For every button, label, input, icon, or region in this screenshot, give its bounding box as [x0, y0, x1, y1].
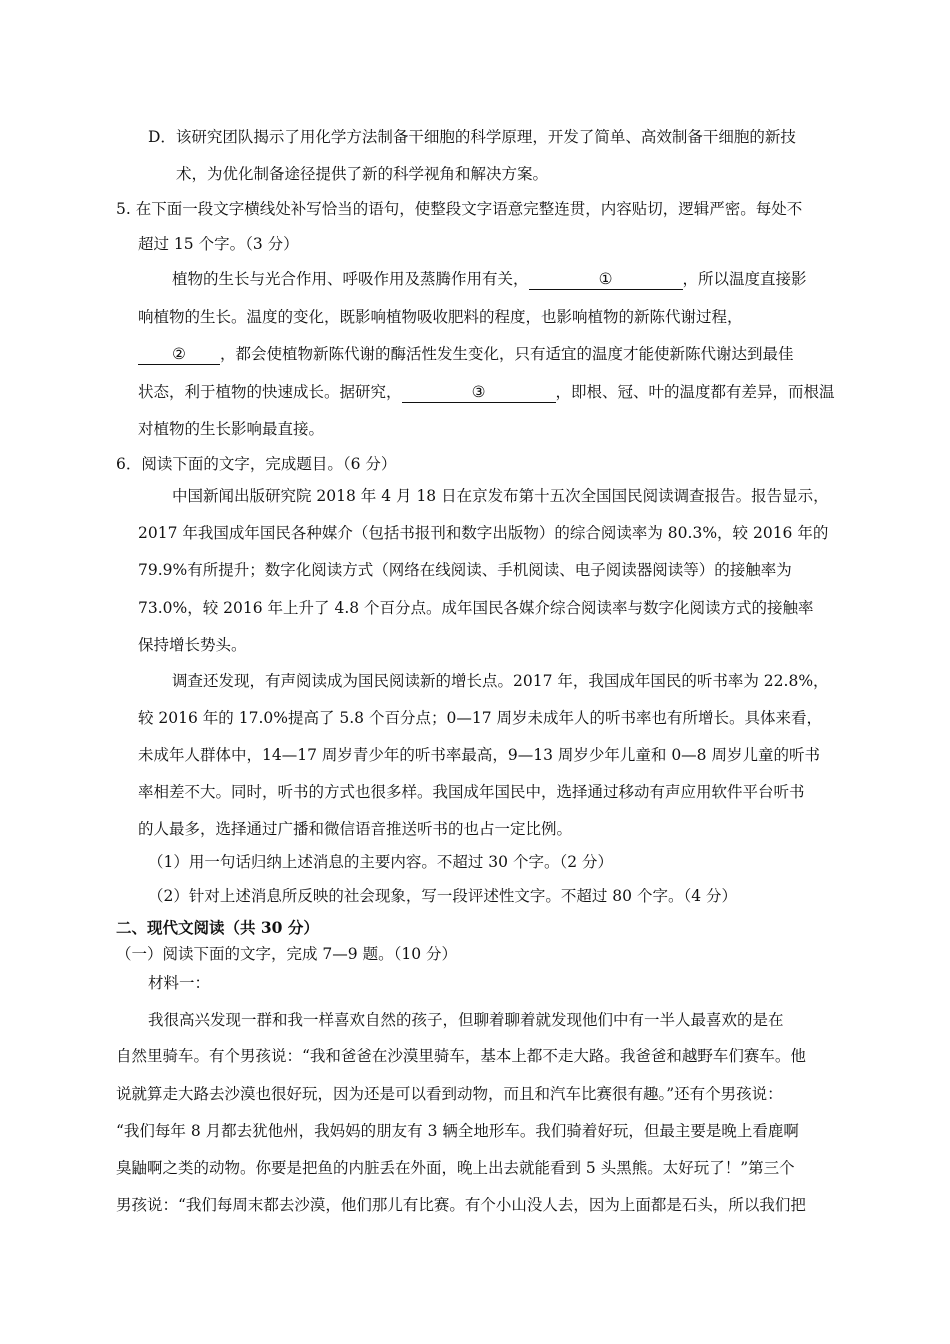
q5-passage-line-2: 响植物的生长。温度的变化，既影响植物吸收肥料的程度，也影响植物的新陈代谢过程，	[138, 308, 743, 326]
q6-para2-line: 的人最多，选择通过广播和微信语音推送听书的也占一定比例。	[138, 820, 573, 838]
q5-blank-1[interactable]: ①	[529, 269, 683, 290]
section-heading: 二、现代文阅读（共 30 分）	[116, 918, 319, 937]
q6-para2-line: 较 2016 年的 17.0%提高了 5.8 个百分点；0—17 周岁未成年人的听书率也有所增长。具体来看，	[138, 709, 822, 727]
q5-blank-2[interactable]: ②	[138, 344, 220, 365]
q5-blank-3[interactable]: ③	[402, 382, 556, 403]
material-label: 材料一：	[148, 974, 211, 992]
q5-passage-line-5: 对植物的生长影响最直接。	[138, 420, 325, 438]
section-sub-heading: （一）阅读下面的文字，完成 7—9 题。（10 分）	[116, 945, 457, 963]
material-line: “我们每年 8 月都去犹他州，我妈妈的朋友有 3 辆全地形车。我们骑着好玩，但最主要是晚上看鹿啊	[116, 1122, 799, 1140]
q6-para1-line: 2017 年我国成年国民各种媒介（包括书报刊和数字出版物）的综合阅读率为 80.3%，较 2016 年的	[138, 524, 829, 542]
option-d-line-1: D．该研究团队揭示了用化学方法制备干细胞的科学原理，开发了简单、高效制备干细胞的新技	[148, 128, 796, 146]
q6-sub-question-2: （2）针对上述消息所反映的社会现象，写一段评述性文字。不超过 80 个字。（4 分）	[148, 887, 737, 905]
material-line: 臭鼬啊之类的动物。你要是把鱼的内脏丢在外面，晚上出去就能看到 5 头黑熊。太好玩了！”第三个	[116, 1159, 795, 1177]
q6-para2-line: 调查还发现，有声阅读成为国民阅读新的增长点。2017 年，我国成年国民的听书率为 22.8%，	[172, 672, 829, 690]
material-line: 自然里骑车。有个男孩说：“我和爸爸在沙漠里骑车，基本上都不走大路。我爸爸和越野车们赛车。他	[116, 1047, 806, 1065]
q5-passage-line-3: ② ，都会使植物新陈代谢的酶活性发生变化，只有适宜的温度才能使新陈代谢达到最佳	[138, 343, 794, 365]
q5-prompt-line-2: 超过 15 个字。（3 分）	[138, 235, 299, 253]
q6-header: 6．阅读下面的文字，完成题目。（6 分）	[116, 455, 397, 473]
material-line: 我很高兴发现一群和我一样喜欢自然的孩子，但聊着聊着就发现他们中有一半人最喜欢的是在	[148, 1011, 784, 1029]
q6-para1-line: 73.0%，较 2016 年上升了 4.8 个百分点。成年国民各媒介综合阅读率与数字化阅读方式的接触率	[138, 599, 814, 617]
q6-para2-line: 未成年人群体中，14—17 周岁青少年的听书率最高，9—13 周岁少年儿童和 0—8 周岁儿童的听书	[138, 746, 820, 764]
q6-sub-question-1: （1）用一句话归纳上述消息的主要内容。不超过 30 个字。（2 分）	[148, 853, 613, 871]
q6-para1-line: 中国新闻出版研究院 2018 年 4 月 18 日在京发布第十五次全国国民阅读调查报告。报告显示，	[172, 487, 829, 505]
material-line: 说就算走大路去沙漠也很好玩，因为还是可以看到动物，而且和汽车比赛很有趣。”还有个男孩说：	[116, 1085, 783, 1103]
material-line: 男孩说：“我们每周末都去沙漠，他们那儿有比赛。有个小山没人去，因为上面都是石头，所以我们把	[116, 1196, 806, 1214]
option-d-line-2: 术，为优化制备途径提供了新的科学视角和解决方案。	[176, 165, 549, 183]
q5-prompt-line-1: 5. 在下面一段文字横线处补写恰当的语句，使整段文字语意完整连贯，内容贴切，逻辑严密。每处不	[116, 200, 803, 218]
q5-passage-line-4: 状态，利于植物的快速成长。据研究， ③ ，即根、冠、叶的温度都有差异，而根温	[138, 383, 835, 401]
q5-passage-line-1: 植物的生长与光合作用、呼吸作用及蒸腾作用有关， ① ，所以温度直接影	[172, 270, 807, 288]
q6-para1-line: 保持增长势头。	[138, 636, 247, 654]
q6-para2-line: 率相差不大。同时，听书的方式也很多样。我国成年国民中，选择通过移动有声应用软件平台听书	[138, 783, 805, 801]
q6-para1-line: 79.9%有所提升；数字化阅读方式（网络在线阅读、手机阅读、电子阅读器阅读等）的接触率为	[138, 561, 792, 579]
